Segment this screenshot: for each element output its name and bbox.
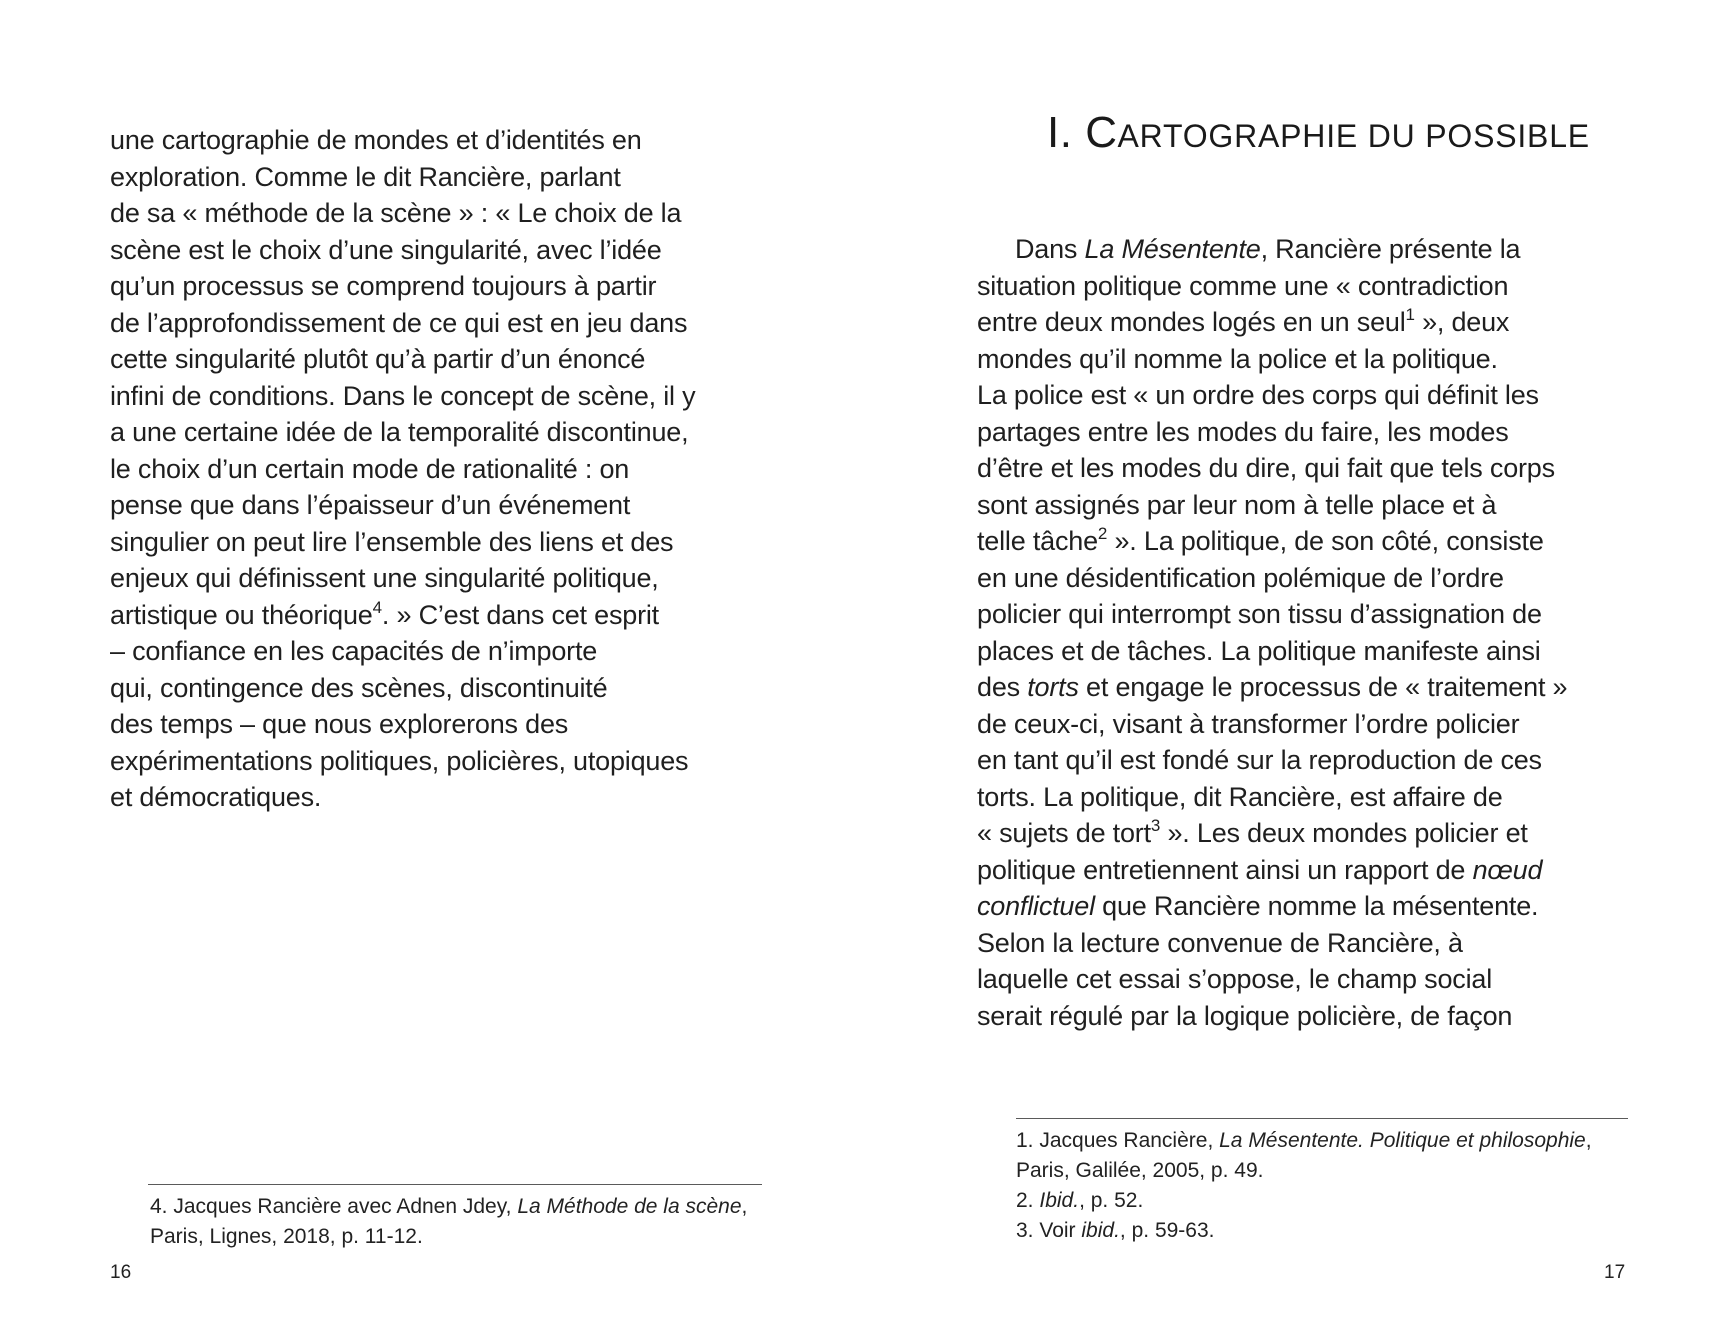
text-fragment: telle tâche bbox=[977, 526, 1098, 556]
text-fragment: « sujets de tort bbox=[977, 818, 1151, 848]
emphasis: conflictuel bbox=[977, 891, 1095, 921]
text-line: places et de tâches. La politique manifeste ainsi bbox=[977, 635, 1541, 666]
text-line bbox=[977, 888, 1567, 925]
footnote-1 bbox=[1016, 1126, 1592, 1156]
chapter-title-rest: ARTOGRAPHIE DU POSSIBLE bbox=[1117, 118, 1590, 154]
text-line: partages entre les modes du faire, les modes bbox=[977, 416, 1509, 447]
text-line: situation politique comme une « contradiction bbox=[977, 270, 1509, 301]
footnote-text: , p. 59-63. bbox=[1119, 1219, 1215, 1242]
text-line: sont assignés par leur nom à telle place et à bbox=[977, 489, 1497, 520]
text-line: qu’un processus se comprend toujours à partir bbox=[110, 271, 657, 301]
text-line: pense que dans l’épaisseur d’un événement bbox=[110, 490, 631, 520]
text-line bbox=[977, 231, 1567, 268]
text-line: exploration. Comme le dit Rancière, parlant bbox=[110, 161, 621, 192]
footnote-number: 2. bbox=[1016, 1189, 1040, 1212]
text-line: laquelle cet essai s’oppose, le champ social bbox=[977, 964, 1492, 994]
text-line: une cartographie de mondes et d’identités en bbox=[110, 125, 642, 155]
text-line bbox=[977, 304, 1567, 341]
text-line: policier qui interrompt son tissu d’assignation de bbox=[977, 599, 1542, 629]
footnote-1-continued: Paris, Galilée, 2005, p. 49. bbox=[1016, 1159, 1264, 1182]
text-line: des temps – que nous explorerons des bbox=[110, 709, 569, 739]
footnote-title: Ibid. bbox=[1039, 1189, 1080, 1212]
text-fragment: et engage le processus de « traitement » bbox=[1078, 672, 1568, 702]
text-line: en une désidentification polémique de l’ordre bbox=[977, 562, 1504, 593]
text-line: singulier on peut lire l’ensemble des liens et des bbox=[110, 526, 674, 557]
footnote-text: , bbox=[1585, 1129, 1592, 1152]
footnote-text: , p. 52. bbox=[1079, 1189, 1144, 1212]
text-fragment: », deux bbox=[1414, 307, 1510, 337]
page-number: 16 bbox=[110, 1262, 132, 1283]
footnote-title: La Mésentente. Politique et philosophie bbox=[1219, 1129, 1586, 1152]
footnote-text: , bbox=[741, 1195, 748, 1218]
footnote-3 bbox=[1016, 1216, 1592, 1246]
text-line: en tant qu’il est fondé sur la reproduction de ces bbox=[977, 745, 1542, 775]
text-fragment: ». Les deux mondes policier et bbox=[1160, 818, 1528, 848]
text-line: d’être et les modes du dire, qui fait que tels corps bbox=[977, 453, 1555, 483]
text-line bbox=[977, 523, 1567, 560]
page-number: 17 bbox=[1604, 1262, 1626, 1283]
text-line: cette singularité plutôt qu’à partir d’un énoncé bbox=[110, 344, 646, 374]
text-fragment: . » C’est dans cet esprit bbox=[381, 599, 659, 630]
text-fragment: Dans bbox=[1015, 234, 1085, 264]
text-line: de sa « méthode de la scène » : « Le choix de la bbox=[110, 198, 682, 228]
text-line: infini de conditions. Dans le concept de scène, il y bbox=[110, 380, 696, 411]
text-fragment: , Rancière présente la bbox=[1260, 234, 1521, 264]
footnote-ref-3[interactable]: 3 bbox=[1150, 816, 1161, 835]
footnote-ref-4[interactable]: 4 bbox=[372, 597, 382, 617]
emphasis: nœud bbox=[1472, 854, 1543, 885]
text-fragment: politique entretiennent ainsi un rapport de bbox=[977, 854, 1473, 885]
text-line: scène est le choix d’une singularité, avec l’idée bbox=[110, 234, 662, 265]
left-footnotes bbox=[150, 1192, 747, 1252]
text-line: serait régulé par la logique policière, de façon bbox=[977, 1000, 1513, 1031]
text-line: de ceux-ci, visant à transformer l’ordre policier bbox=[977, 708, 1520, 739]
right-footnotes bbox=[1016, 1126, 1592, 1246]
text-line: – confiance en les capacités de n’importe bbox=[110, 636, 598, 666]
text-fragment: ». La politique, de son côté, consiste bbox=[1107, 526, 1544, 556]
text-line: La police est « un ordre des corps qui définit les bbox=[977, 380, 1539, 410]
text-fragment: des bbox=[977, 672, 1028, 702]
footnote-text: Jacques Rancière avec Adnen Jdey, bbox=[173, 1195, 518, 1218]
right-body-text bbox=[977, 231, 1567, 1034]
left-body-text bbox=[110, 122, 695, 816]
text-line: a une certaine idée de la temporalité discontinue, bbox=[110, 417, 689, 447]
footnote-number: 3. bbox=[1016, 1219, 1040, 1242]
footnote-divider bbox=[148, 1184, 762, 1185]
chapter-numeral: I. bbox=[1047, 108, 1086, 157]
book-title: La Mésentente bbox=[1084, 234, 1261, 264]
footnote-2 bbox=[1016, 1186, 1592, 1216]
footnote-title: ibid. bbox=[1081, 1219, 1120, 1242]
text-line: qui, contingence des scènes, discontinuité bbox=[110, 672, 608, 703]
text-line: le choix d’un certain mode de rationalité : on bbox=[110, 453, 630, 484]
footnote-divider bbox=[1016, 1118, 1628, 1119]
footnote-ref-2[interactable]: 2 bbox=[1097, 524, 1108, 543]
footnote-number: 1. bbox=[1016, 1129, 1040, 1152]
text-line: Selon la lecture convenue de Rancière, à bbox=[977, 927, 1463, 958]
chapter-initial: C bbox=[1085, 108, 1118, 157]
text-line bbox=[977, 852, 1567, 889]
footnote-ref-1[interactable]: 1 bbox=[1405, 305, 1415, 324]
footnote-4 bbox=[150, 1192, 747, 1222]
footnote-text: Jacques Rancière, bbox=[1039, 1129, 1220, 1152]
text-line bbox=[977, 669, 1567, 706]
right-page bbox=[866, 0, 1732, 1338]
footnote-text: Voir bbox=[1039, 1219, 1082, 1242]
text-line bbox=[977, 815, 1567, 852]
text-line: torts. La politique, dit Rancière, est affaire de bbox=[977, 781, 1503, 812]
chapter-heading bbox=[1047, 108, 1590, 158]
text-fragment: entre deux mondes logés en un seul bbox=[977, 307, 1406, 337]
text-line: expérimentations politiques, policières, utopiques bbox=[110, 745, 689, 776]
emphasis: torts bbox=[1027, 672, 1079, 702]
text-line: enjeux qui définissent une singularité politique, bbox=[110, 563, 659, 593]
text-line: mondes qu’il nomme la police et la politique. bbox=[977, 343, 1498, 374]
footnote-title: La Méthode de la scène bbox=[517, 1195, 742, 1218]
footnote-4-continued: Paris, Lignes, 2018, p. 11-12. bbox=[150, 1225, 423, 1248]
footnote-number: 4. bbox=[150, 1195, 168, 1218]
text-fragment: que Rancière nomme la mésentente. bbox=[1094, 891, 1539, 921]
text-line bbox=[110, 597, 695, 634]
text-line: de l’approfondissement de ce qui est en jeu dans bbox=[110, 307, 688, 338]
text-line: et démocratiques. bbox=[110, 782, 322, 812]
text-fragment: artistique ou théorique bbox=[110, 599, 373, 630]
